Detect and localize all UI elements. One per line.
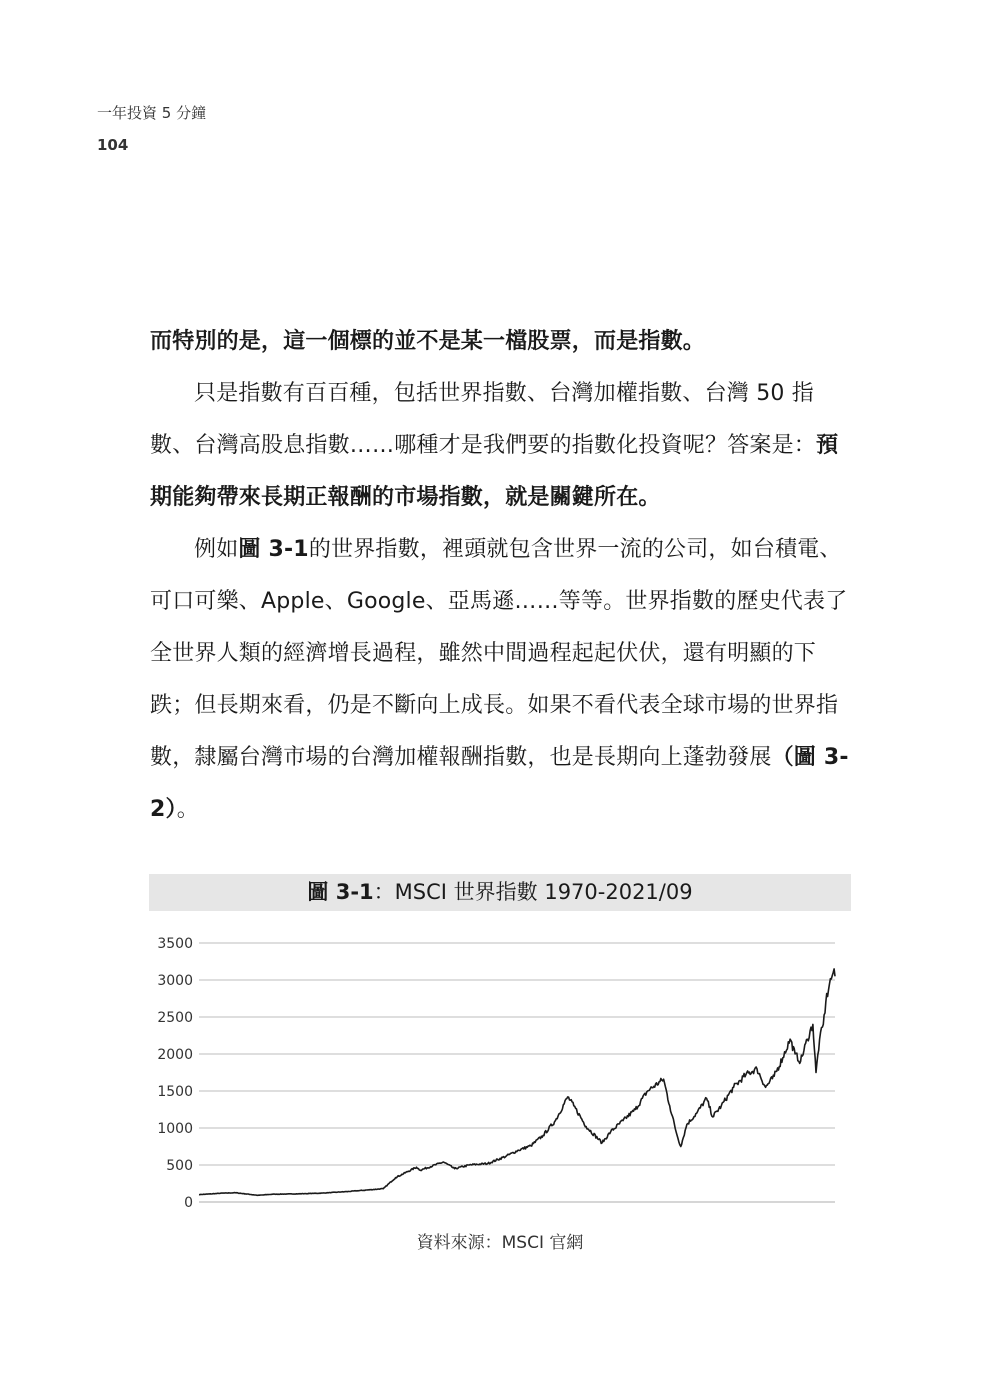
running-head: 一年投資 5 分鐘	[97, 104, 207, 122]
y-tick-label: 1500	[157, 1084, 193, 1100]
y-tick-label: 0	[184, 1195, 193, 1211]
figure-ref-3-2: （圖 3-2）	[150, 745, 849, 822]
figure-title	[149, 874, 851, 911]
figure-title-rest: ：MSCI 世界指數 1970-2021/09	[373, 880, 693, 904]
y-tick-label: 3000	[157, 973, 193, 989]
paragraph-3-text-c: 。	[176, 797, 199, 822]
y-tick-label: 3500	[157, 936, 193, 952]
msci-world-index-chart	[149, 925, 851, 1215]
y-tick-label: 500	[166, 1158, 193, 1174]
body-text	[150, 316, 852, 836]
series-line	[199, 969, 835, 1195]
figure-ref-3-1: 圖 3-1	[238, 537, 309, 562]
figure-source: 資料來源：MSCI 官網	[416, 1233, 584, 1253]
paragraph-3-text-b: 的世界指數，裡頭就包含世界一流的公司，如台積電、可口可樂、Apple、Google、亞馬遜……等等。世界指數的歷史代表了全世界人類的經濟增長過程，雖然中間過程起起伏伏，還有明顯的下跌；但長期來看，仍是不斷向上成長。如果不看代表全球市場的世界指數，隸屬台灣市場的台灣加權報酬指數，也是長期向上蓬勃發展	[150, 537, 848, 770]
paragraph-2-bold: 預期能夠帶來長期正報酬的市場指數，就是關鍵所在。	[150, 433, 839, 510]
y-tick-label: 2500	[157, 1010, 193, 1026]
figure-title-prefix: 圖 3-1	[307, 880, 374, 904]
y-tick-label: 2000	[157, 1047, 193, 1063]
tick-label-layer	[157, 936, 193, 1211]
y-tick-label: 1000	[157, 1121, 193, 1137]
paragraph-2-text: 只是指數有百百種，包括世界指數、台灣加權指數、台灣 50 指數、台灣高股息指數……哪種才是我們要的指數化投資呢？答案是：	[150, 381, 817, 458]
paragraph-3	[150, 524, 852, 836]
paragraph-2	[150, 368, 852, 524]
paragraph-3-text-a: 例如	[194, 537, 239, 562]
page-number: 104	[97, 136, 129, 154]
paragraph-1: 而特別的是，這一個標的並不是某一檔股票，而是指數。	[150, 329, 706, 354]
grid-layer	[199, 943, 835, 1202]
